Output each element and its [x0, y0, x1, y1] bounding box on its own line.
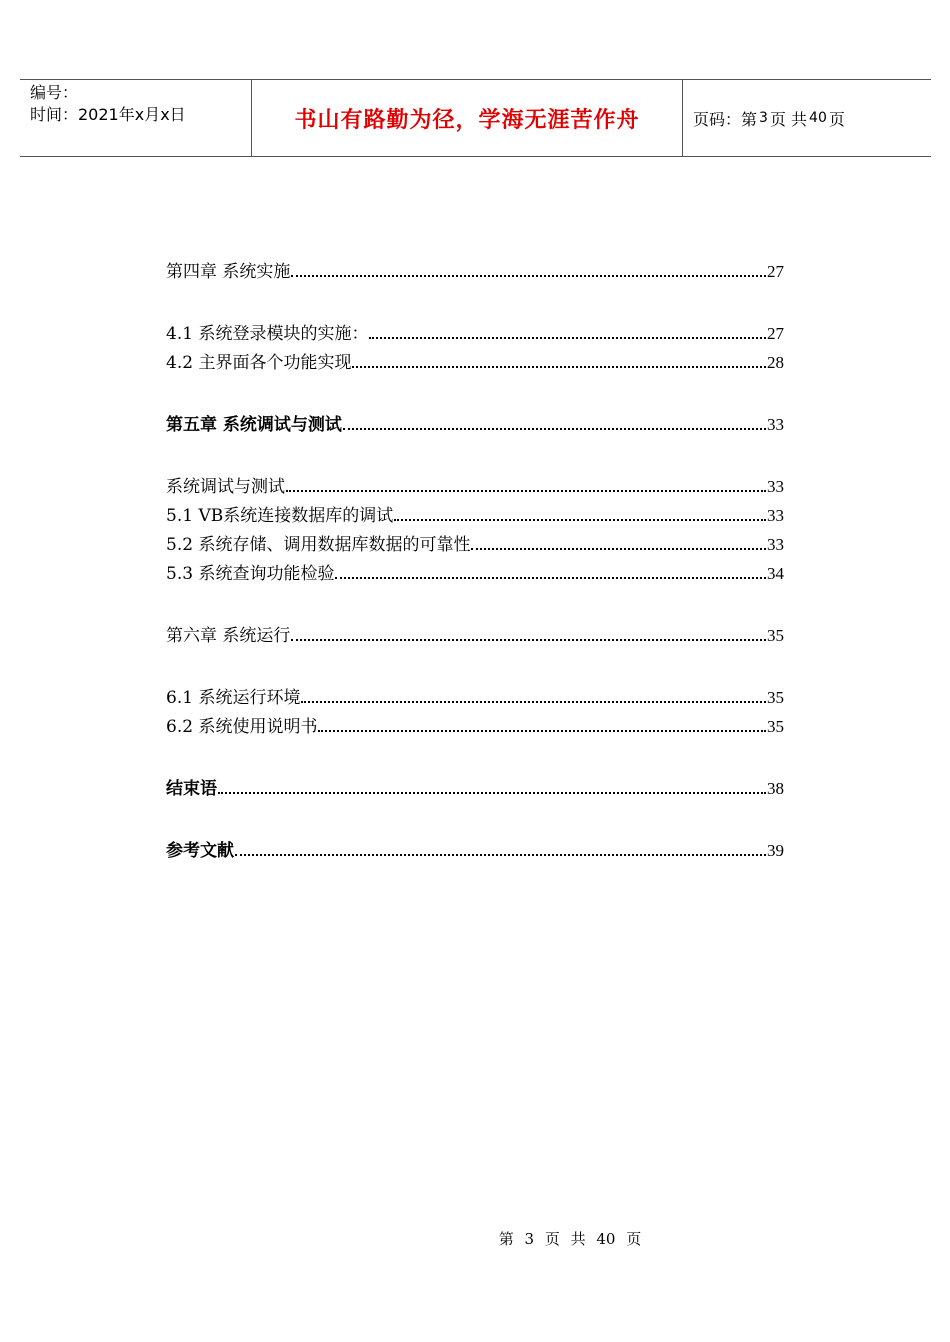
toc-leader-dots	[318, 730, 766, 732]
toc-entry-title: 6.2 系统使用说明书	[166, 717, 318, 737]
toc-entry-page: 27	[767, 324, 784, 343]
toc-entry-page: 35	[767, 626, 784, 645]
toc-entry[interactable]	[166, 711, 784, 737]
toc-entry-title: 参考文献	[166, 841, 234, 861]
toc-entry-title: 结束语	[166, 779, 217, 799]
toc-entry-title: 第六章 系统运行	[166, 626, 291, 646]
toc-entry[interactable]	[166, 620, 784, 646]
toc-entry-title: 第五章 系统调试与测试	[166, 415, 342, 435]
toc-entry-title: 6.1 系统运行环境	[166, 688, 301, 708]
page-prefix: 页码：第	[693, 109, 758, 129]
toc-entry-page: 27	[767, 262, 784, 281]
toc-entry-title: 4.1 系统登录模块的实施：	[166, 324, 369, 344]
toc-leader-dots	[301, 701, 766, 703]
page-suffix: 页	[828, 109, 845, 129]
toc-entry[interactable]	[166, 318, 784, 344]
toc-leader-dots	[343, 428, 766, 430]
toc-entry[interactable]	[166, 682, 784, 708]
toc-entry-title: 5.3 系统查询功能检验	[166, 564, 335, 584]
toc-entry-title: 5.2 系统存储、调用数据库数据的可靠性	[166, 535, 471, 555]
toc-leader-dots	[291, 639, 766, 641]
page-current: 3	[759, 110, 768, 126]
toc-entry-page: 34	[767, 564, 784, 583]
page-mid: 页 共	[769, 109, 808, 129]
toc-entry-title: 系统调试与测试	[166, 477, 285, 497]
toc-entry-page: 33	[767, 477, 784, 496]
page-total: 40	[809, 110, 827, 126]
toc-entry-title: 5.1 VB系统连接数据库的调试	[166, 506, 394, 526]
header-motto-cell	[252, 80, 683, 156]
time-label: 时间：2021年x月x日	[30, 105, 186, 124]
toc-leader-dots	[394, 519, 766, 521]
toc-entry-title: 第四章 系统实施	[166, 262, 291, 282]
toc-entry-page: 28	[767, 353, 784, 372]
toc-entry-page: 35	[767, 688, 784, 707]
motto-text: 书山有路勤为径，学海无涯苦作舟	[294, 107, 640, 133]
toc-entry-page: 39	[767, 841, 784, 860]
toc-entry[interactable]	[166, 558, 784, 584]
toc-entry[interactable]	[166, 256, 784, 282]
toc-leader-dots	[352, 366, 766, 368]
toc-entry-page: 35	[767, 717, 784, 736]
toc-leader-dots	[291, 275, 766, 277]
toc-leader-dots	[369, 337, 766, 339]
toc-entry[interactable]	[166, 529, 784, 555]
toc-entry[interactable]	[166, 773, 784, 799]
toc-leader-dots	[471, 548, 766, 550]
toc-leader-dots	[218, 792, 766, 794]
toc-entry-page: 33	[767, 535, 784, 554]
toc-leader-dots	[286, 490, 766, 492]
toc-entry-page: 38	[767, 779, 784, 798]
page-header	[20, 79, 931, 157]
page-footer: 第 3 页 共 40 页	[498, 1230, 642, 1248]
toc-entry-page: 33	[767, 415, 784, 434]
toc-entry[interactable]	[166, 409, 784, 435]
toc-leader-dots	[335, 577, 766, 579]
toc-entry[interactable]	[166, 835, 784, 861]
toc-entry-page: 33	[767, 506, 784, 525]
toc-leader-dots	[235, 854, 766, 856]
header-meta-cell	[20, 80, 252, 156]
toc-entry[interactable]	[166, 500, 784, 526]
header-page-cell	[683, 80, 931, 156]
toc-entry[interactable]	[166, 471, 784, 497]
toc-entry[interactable]	[166, 347, 784, 373]
serial-label: 编号：	[30, 83, 79, 102]
toc-entry-title: 4.2 主界面各个功能实现	[166, 353, 352, 373]
